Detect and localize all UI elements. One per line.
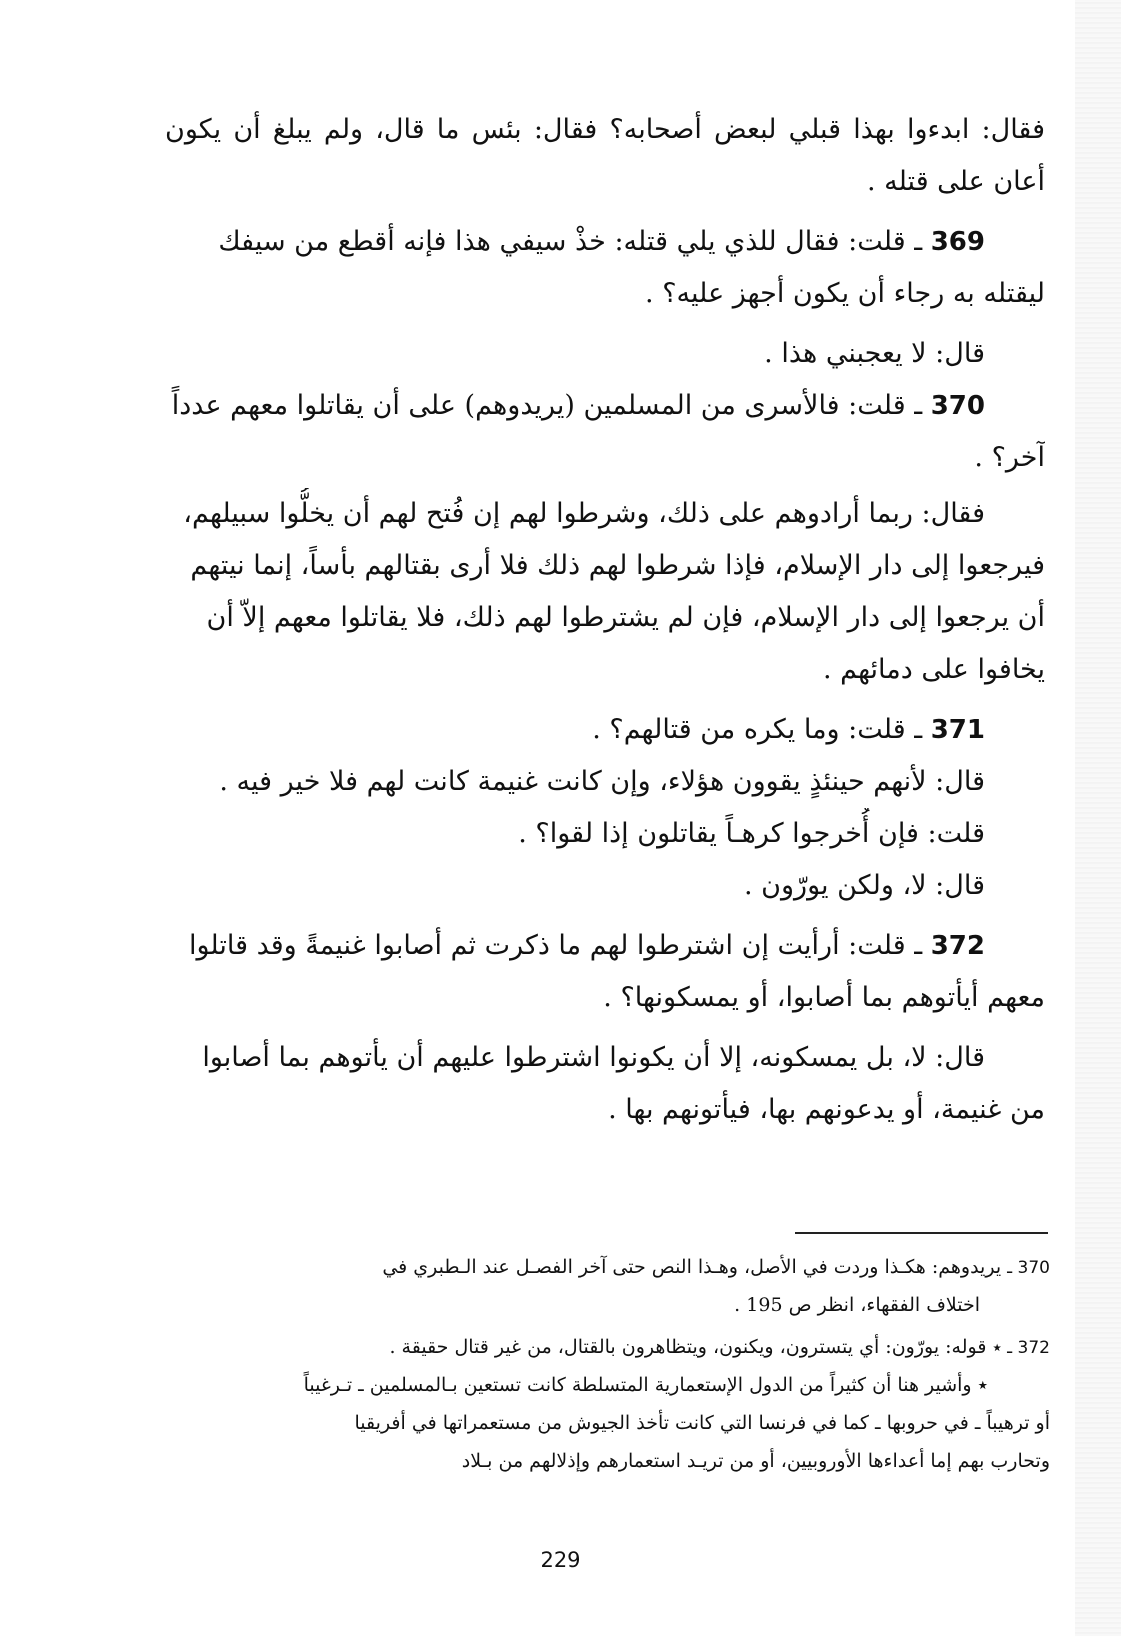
text-line: أعان على قتله . xyxy=(866,166,1045,197)
text-line: فقال: ربما أرادوهم على ذلك، وشرطوا لهم إن فُتح لهم أن يخلُّوا سبيلهم، xyxy=(183,498,985,529)
text-line: قال: لا، بل يمسكونه، إلا أن يكونوا اشترطوا عليهم أن يأتوهم بما أصابوا xyxy=(202,1042,985,1073)
page-number: 229 xyxy=(540,1548,581,1572)
text-line: معهم أيأتوهم بما أصابوا، أو يمسكونها؟ . xyxy=(603,982,1045,1013)
footnote-note xyxy=(165,1366,1050,1480)
question-number: 372 xyxy=(930,931,985,961)
footnote-marker: 372 ـ ٭ xyxy=(992,1338,1050,1358)
text-line: أن يرجعوا إلى دار الإسلام، فإن لم يشترطوا لهم ذلك، فلا يقاتلوا معهم إلاّ أن xyxy=(206,602,1045,633)
footnote-line: اختلاف الفقهاء، انظر ص 195 . xyxy=(734,1294,980,1316)
text-line: فيرجعوا إلى دار الإسلام، فإذا شرطوا لهم ذلك فلا أرى بقتالهم بأساً، إنما نيتهم xyxy=(190,550,1045,581)
paragraph xyxy=(165,860,1045,912)
text-line-content: ـ قلت: فقال للذي يلي قتله: خذْ سيفي هذا فإنه أقطع من سيفك xyxy=(218,226,923,257)
text-line xyxy=(165,704,1045,756)
footnote-370 xyxy=(165,1248,1050,1324)
paragraph xyxy=(165,1032,1045,1136)
footnote-line xyxy=(165,1366,1050,1404)
text-line xyxy=(165,920,1045,972)
footnote-line xyxy=(165,1328,1050,1366)
text-line: قلت: فإن أُخرجوا كرهـاً يقاتلون إذا لقوا؟ . xyxy=(518,818,985,849)
question-number: 369 xyxy=(930,227,985,257)
text-line: قال: لا يعجبني هذا . xyxy=(764,338,985,369)
footnote-text: يريدوهم: هكـذا وردت في الأصل، وهـذا النص حتى آخر الفصـل عند الـطبري في xyxy=(382,1256,1002,1278)
text-line-content: ـ قلت: أرأيت إن اشترطوا لهم ما ذكرت ثم أصابوا غنيمةً وقد قاتلوا xyxy=(188,930,923,961)
paragraph-372 xyxy=(165,920,1045,1024)
paragraph xyxy=(165,328,1045,380)
footnote-line: أو ترهيباً ـ في حروبها ـ كما في فرنسا التي كانت تأخذ الجيوش من مستعمراتها في أفريقيا xyxy=(354,1412,1050,1434)
text-line: ليقتله به رجاء أن يكون أجهز عليه؟ . xyxy=(645,278,1045,309)
footnote-text: وأشير هنا أن كثيراً من الدول الإستعمارية المتسلطة كانت تستعين بـالمسلمين ـ تـرغيباً xyxy=(303,1374,972,1396)
footnote-line: وتحارب بهم إما أعداءها الأوروبيين، أو من تريـد استعمارهم وإذلالهم من بـلاد xyxy=(461,1450,1050,1472)
text-line-content: ـ قلت: فالأسرى من المسلمين (يريدوهم) على أن يقاتلوا معهم عدداً xyxy=(171,390,923,421)
footnote-line xyxy=(165,1248,1050,1286)
text-line: قال: لأنهم حينئذٍ يقوون هؤلاء، وإن كانت غنيمة كانت لهم فلا خير فيه . xyxy=(219,766,985,797)
footnotes xyxy=(165,1248,1050,1480)
text-line xyxy=(165,216,1045,268)
text-line: يخافوا على دمائهم . xyxy=(822,654,1045,685)
footnote-marker: 370 ـ xyxy=(1007,1258,1050,1278)
text-line: آخر؟ . xyxy=(974,442,1045,473)
footnote-separator xyxy=(795,1232,1048,1234)
paragraph xyxy=(165,488,1045,696)
footnote-text: قوله: يورّون: أي يتسترون، ويكنون، ويتظاهرون بالقتال، من غير قتال حقيقة . xyxy=(389,1336,987,1358)
text-line: فقال: ابدءوا بهذا قبلي لبعض أصحابه؟ فقال: بئس ما قال، ولم يبلغ أن يكون xyxy=(165,114,1045,145)
question-number: 370 xyxy=(930,391,985,421)
text-line: قال: لا، ولكن يورّون . xyxy=(744,870,985,901)
paragraph-371 xyxy=(165,704,1045,756)
paragraph-369 xyxy=(165,216,1045,320)
paragraph-370 xyxy=(165,380,1045,484)
scan-edge-shading xyxy=(1075,0,1121,1636)
footnote-372 xyxy=(165,1328,1050,1366)
question-number: 371 xyxy=(930,715,985,745)
text-line xyxy=(165,380,1045,432)
paragraph xyxy=(165,104,1045,208)
footnote-marker: ٭ xyxy=(977,1374,988,1396)
text-line-content: ـ قلت: وما يكره من قتالهم؟ . xyxy=(592,714,923,745)
paragraph xyxy=(165,756,1045,808)
paragraph xyxy=(165,808,1045,860)
main-text xyxy=(165,104,1045,1136)
text-line: من غنيمة، أو يدعونهم بها، فيأتونهم بها . xyxy=(608,1094,1045,1125)
